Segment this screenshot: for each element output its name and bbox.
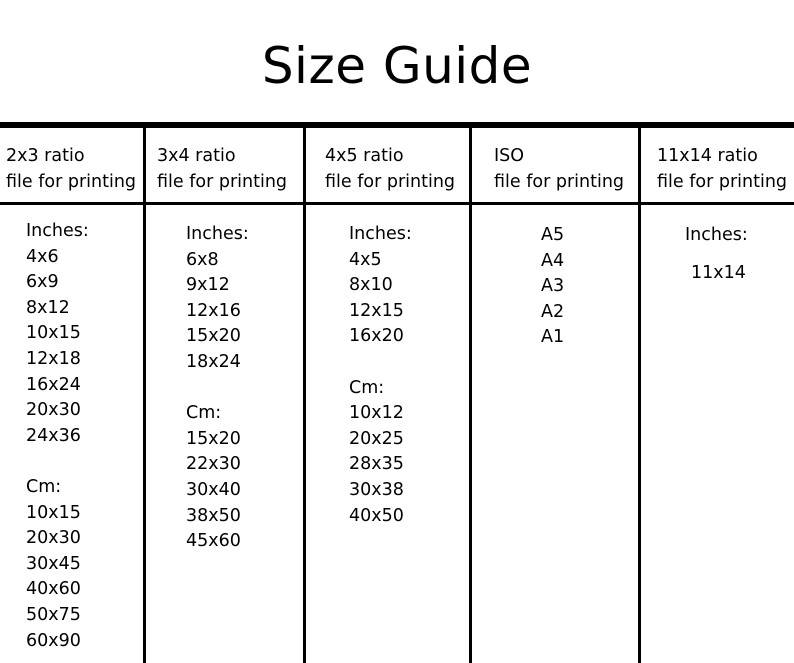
size-list-11x14-items [691, 261, 746, 287]
size-item: 40x60 [26, 579, 81, 600]
column-header-title: ISO [494, 146, 525, 166]
size-item: A5 [541, 225, 565, 245]
size-item: 15x20 [186, 428, 241, 449]
column-header-title: 2x3 ratio [6, 146, 85, 166]
size-list-3x4 [186, 222, 249, 555]
size-group-label: Cm: [186, 403, 222, 424]
size-item: 20x25 [349, 428, 404, 449]
column-divider [303, 128, 306, 663]
size-item: 8x10 [349, 275, 393, 296]
size-item: 22x30 [186, 454, 241, 475]
column-divider [143, 128, 146, 663]
column-header-iso [494, 143, 624, 195]
column-header-title: 3x4 ratio [157, 146, 236, 166]
size-item: 60x90 [26, 630, 81, 651]
size-list-4x5 [349, 222, 412, 529]
size-item: 16x20 [349, 326, 404, 347]
size-item: 40x50 [349, 505, 404, 526]
size-item: 30x45 [26, 553, 81, 574]
size-item: 8x12 [26, 297, 70, 318]
size-item: 12x15 [349, 300, 404, 321]
size-item: 10x15 [26, 502, 81, 523]
size-item: 12x16 [186, 300, 241, 321]
column-header-subtitle: file for printing [494, 172, 625, 192]
size-item: 6x8 [186, 249, 219, 270]
size-item: 24x36 [26, 425, 81, 446]
size-item: 30x38 [349, 479, 404, 500]
size-item: 6x9 [26, 272, 59, 293]
size-item: 4x6 [26, 246, 59, 267]
size-group-label: Inches: [186, 224, 249, 244]
size-item: 50x75 [26, 604, 81, 625]
size-item: 30x40 [186, 479, 241, 500]
size-group-label: Cm: [349, 377, 385, 398]
size-list-2x3 [26, 219, 89, 654]
column-header-subtitle: file for printing [657, 172, 788, 192]
column-header-2x3 [6, 143, 136, 195]
size-item: A4 [541, 250, 565, 271]
column-header-title: 11x14 ratio [657, 146, 758, 166]
size-group-label: Cm: [26, 476, 62, 497]
top-divider [0, 122, 794, 128]
size-item: 18x24 [186, 351, 241, 372]
size-item: 15x20 [186, 326, 241, 347]
size-item: 10x15 [26, 323, 81, 344]
size-item: 20x30 [26, 528, 81, 549]
size-group-label: Inches: [685, 225, 748, 245]
size-item: 10x12 [349, 403, 404, 424]
size-item: A3 [541, 276, 565, 297]
column-header-title: 4x5 ratio [325, 146, 404, 166]
header-divider [0, 202, 794, 205]
column-header-subtitle: file for printing [6, 172, 137, 192]
size-item: A1 [541, 327, 565, 348]
page-title: Size Guide [261, 37, 533, 95]
size-item: A2 [541, 301, 565, 322]
column-header-3x4 [157, 143, 287, 195]
size-item: 9x12 [186, 275, 230, 296]
size-list-11x14 [685, 223, 748, 249]
column-divider [469, 128, 472, 663]
size-item: 12x18 [26, 348, 81, 369]
column-header-11x14 [657, 143, 787, 195]
size-item: 11x14 [691, 263, 746, 283]
column-divider [638, 128, 641, 663]
column-header-subtitle: file for printing [325, 172, 456, 192]
size-list-iso [541, 223, 564, 351]
size-item: 28x35 [349, 454, 404, 475]
size-item: 38x50 [186, 505, 241, 526]
size-item: 20x30 [26, 400, 81, 421]
column-header-subtitle: file for printing [157, 172, 288, 192]
size-item: 4x5 [349, 249, 382, 270]
size-group-label: Inches: [349, 224, 412, 244]
column-header-4x5 [325, 143, 455, 195]
size-group-label: Inches: [26, 221, 89, 241]
size-item: 16x24 [26, 374, 81, 395]
size-item: 45x60 [186, 531, 241, 552]
